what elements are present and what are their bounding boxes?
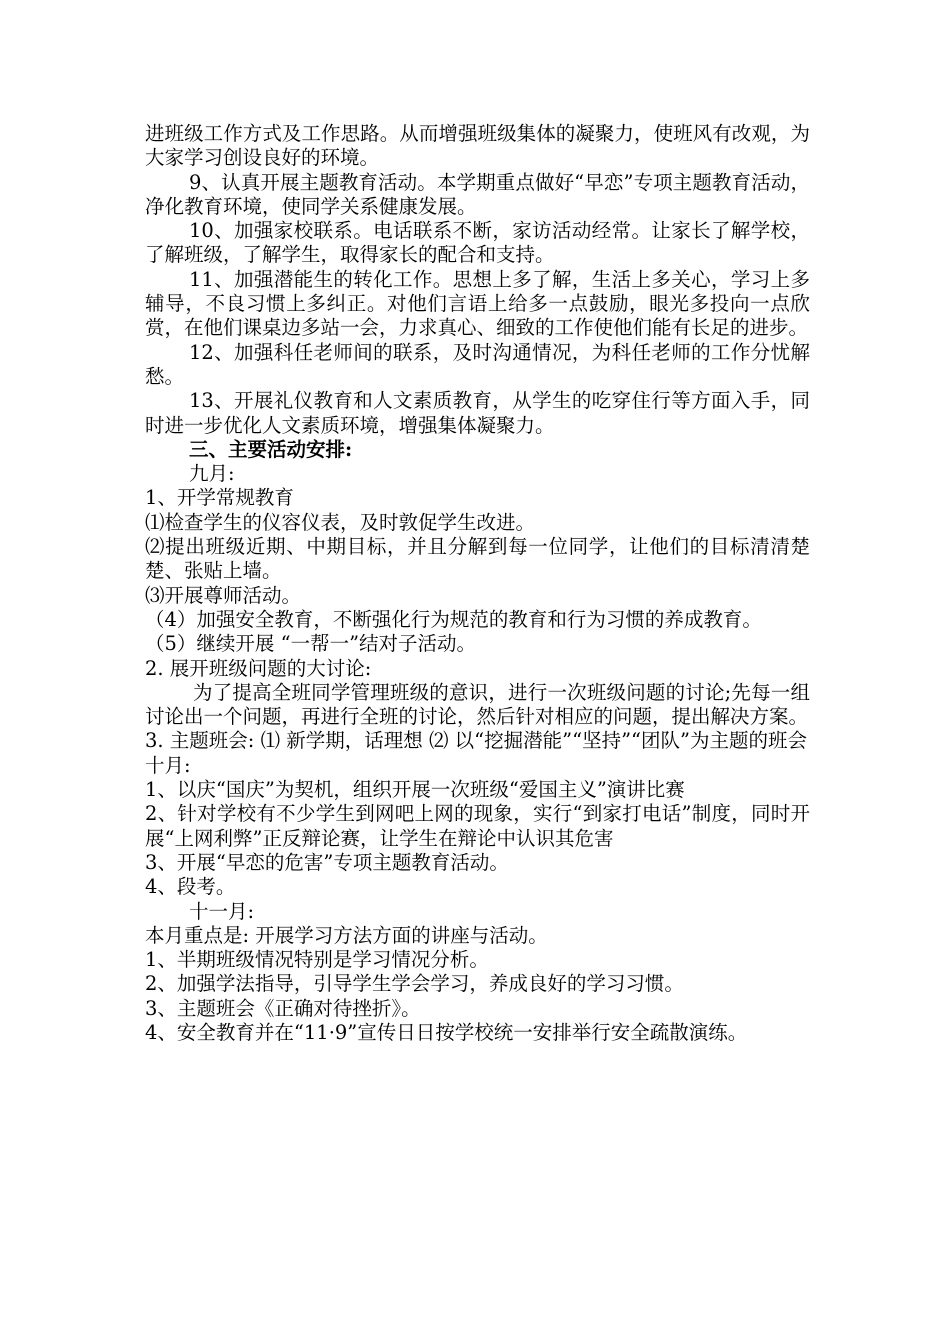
- september-item-2-detail: 为了提高全班同学管理班级的意识，进行一次班级问题的讨论;先每一组讨论出一个问题，再进行全班的讨论，然后针对相应的问题，提出解决方案。: [145, 680, 810, 729]
- paragraph-item-12: 12、加强科任老师间的联系，及时沟通情况，为科任老师的工作分忧解愁。: [145, 340, 810, 388]
- month-heading-september: 九月:: [189, 462, 235, 486]
- september-subitem-4: （4）加强安全教育，不断强化行为规范的教育和行为习惯的养成教育。: [145, 607, 762, 631]
- month-heading-november: 十一月:: [189, 899, 255, 923]
- september-subitem-3: ⑶开展尊师活动。: [145, 583, 302, 607]
- paragraph-item-9: 9、认真开展主题教育活动。本学期重点做好“早恋”专项主题教育活动，净化教育环境，使同学关系健康发展。: [145, 170, 810, 218]
- paragraph-item-13: 13、开展礼仪教育和人文素质教育，从学生的吃穿住行等方面入手，同时进一步优化人文素质环境，增强集体凝聚力。: [145, 389, 810, 437]
- november-focus: 本月重点是: 开展学习方法方面的讲座与活动。: [145, 923, 548, 947]
- september-item-3: 3. 主题班会: ⑴ 新学期，话理想 ⑵ 以“挖掘潜能”“坚持”“团队”为主题的班会: [145, 729, 807, 753]
- september-item-2: 2. 展开班级问题的大讨论:: [145, 656, 372, 680]
- paragraph-item-10: 10、加强家校联系。电话联系不断，家访活动经常。让家长了解学校，了解班级，了解学生，取得家长的配合和支持。: [145, 219, 810, 267]
- september-item-1: 1、开学常规教育: [145, 486, 294, 510]
- september-subitem-1: ⑴检查学生的仪容仪表，及时敦促学生改进。: [145, 510, 536, 534]
- november-item-1: 1、半期班级情况特别是学习情况分析。: [145, 948, 489, 972]
- november-item-2: 2、加强学法指导，引导学生学会学习，养成良好的学习习惯。: [145, 972, 684, 996]
- paragraph-class-work-intro: 进班级工作方式及工作思路。从而增强班级集体的凝聚力，使班风有改观，为大家学习创设良好的环境。: [145, 122, 810, 170]
- september-subitem-2: ⑵提出班级近期、中期目标，并且分解到每一位同学，让他们的目标清清楚楚、张贴上墙。: [145, 535, 810, 583]
- month-heading-october: 十月:: [145, 753, 191, 777]
- document-body: [145, 122, 810, 1045]
- october-item-1: 1、以庆“国庆”为契机，组织开展一次班级“爱国主义”演讲比赛: [145, 778, 685, 802]
- november-item-4: 4、安全教育并在“11·9”宣传日日按学校统一安排举行安全疏散演练。: [145, 1020, 748, 1044]
- october-item-2: 2、针对学校有不少学生到网吧上网的现象，实行“到家打电话”制度，同时开展“上网利弊”正反辩论赛，让学生在辩论中认识其危害: [145, 802, 810, 850]
- november-item-3: 3、主题班会《正确对待挫折》。: [145, 996, 421, 1020]
- paragraph-item-11: 11、加强潜能生的转化工作。思想上多了解，生活上多关心，学习上多辅导，不良习惯上多纠正。对他们言语上给多一点鼓励，眼光多投向一点欣赏，在他们课桌边多站一会，力求真心、细致的工作使他们能有长足的进步。: [145, 267, 810, 340]
- october-item-3: 3、开展“早恋的危害”专项主题教育活动。: [145, 850, 509, 874]
- october-item-4: 4、段考。: [145, 875, 236, 899]
- september-subitem-5: （5）继续开展 “一帮一”结对子活动。: [145, 632, 477, 656]
- section-heading-activities: 三、主要活动安排:: [189, 437, 353, 461]
